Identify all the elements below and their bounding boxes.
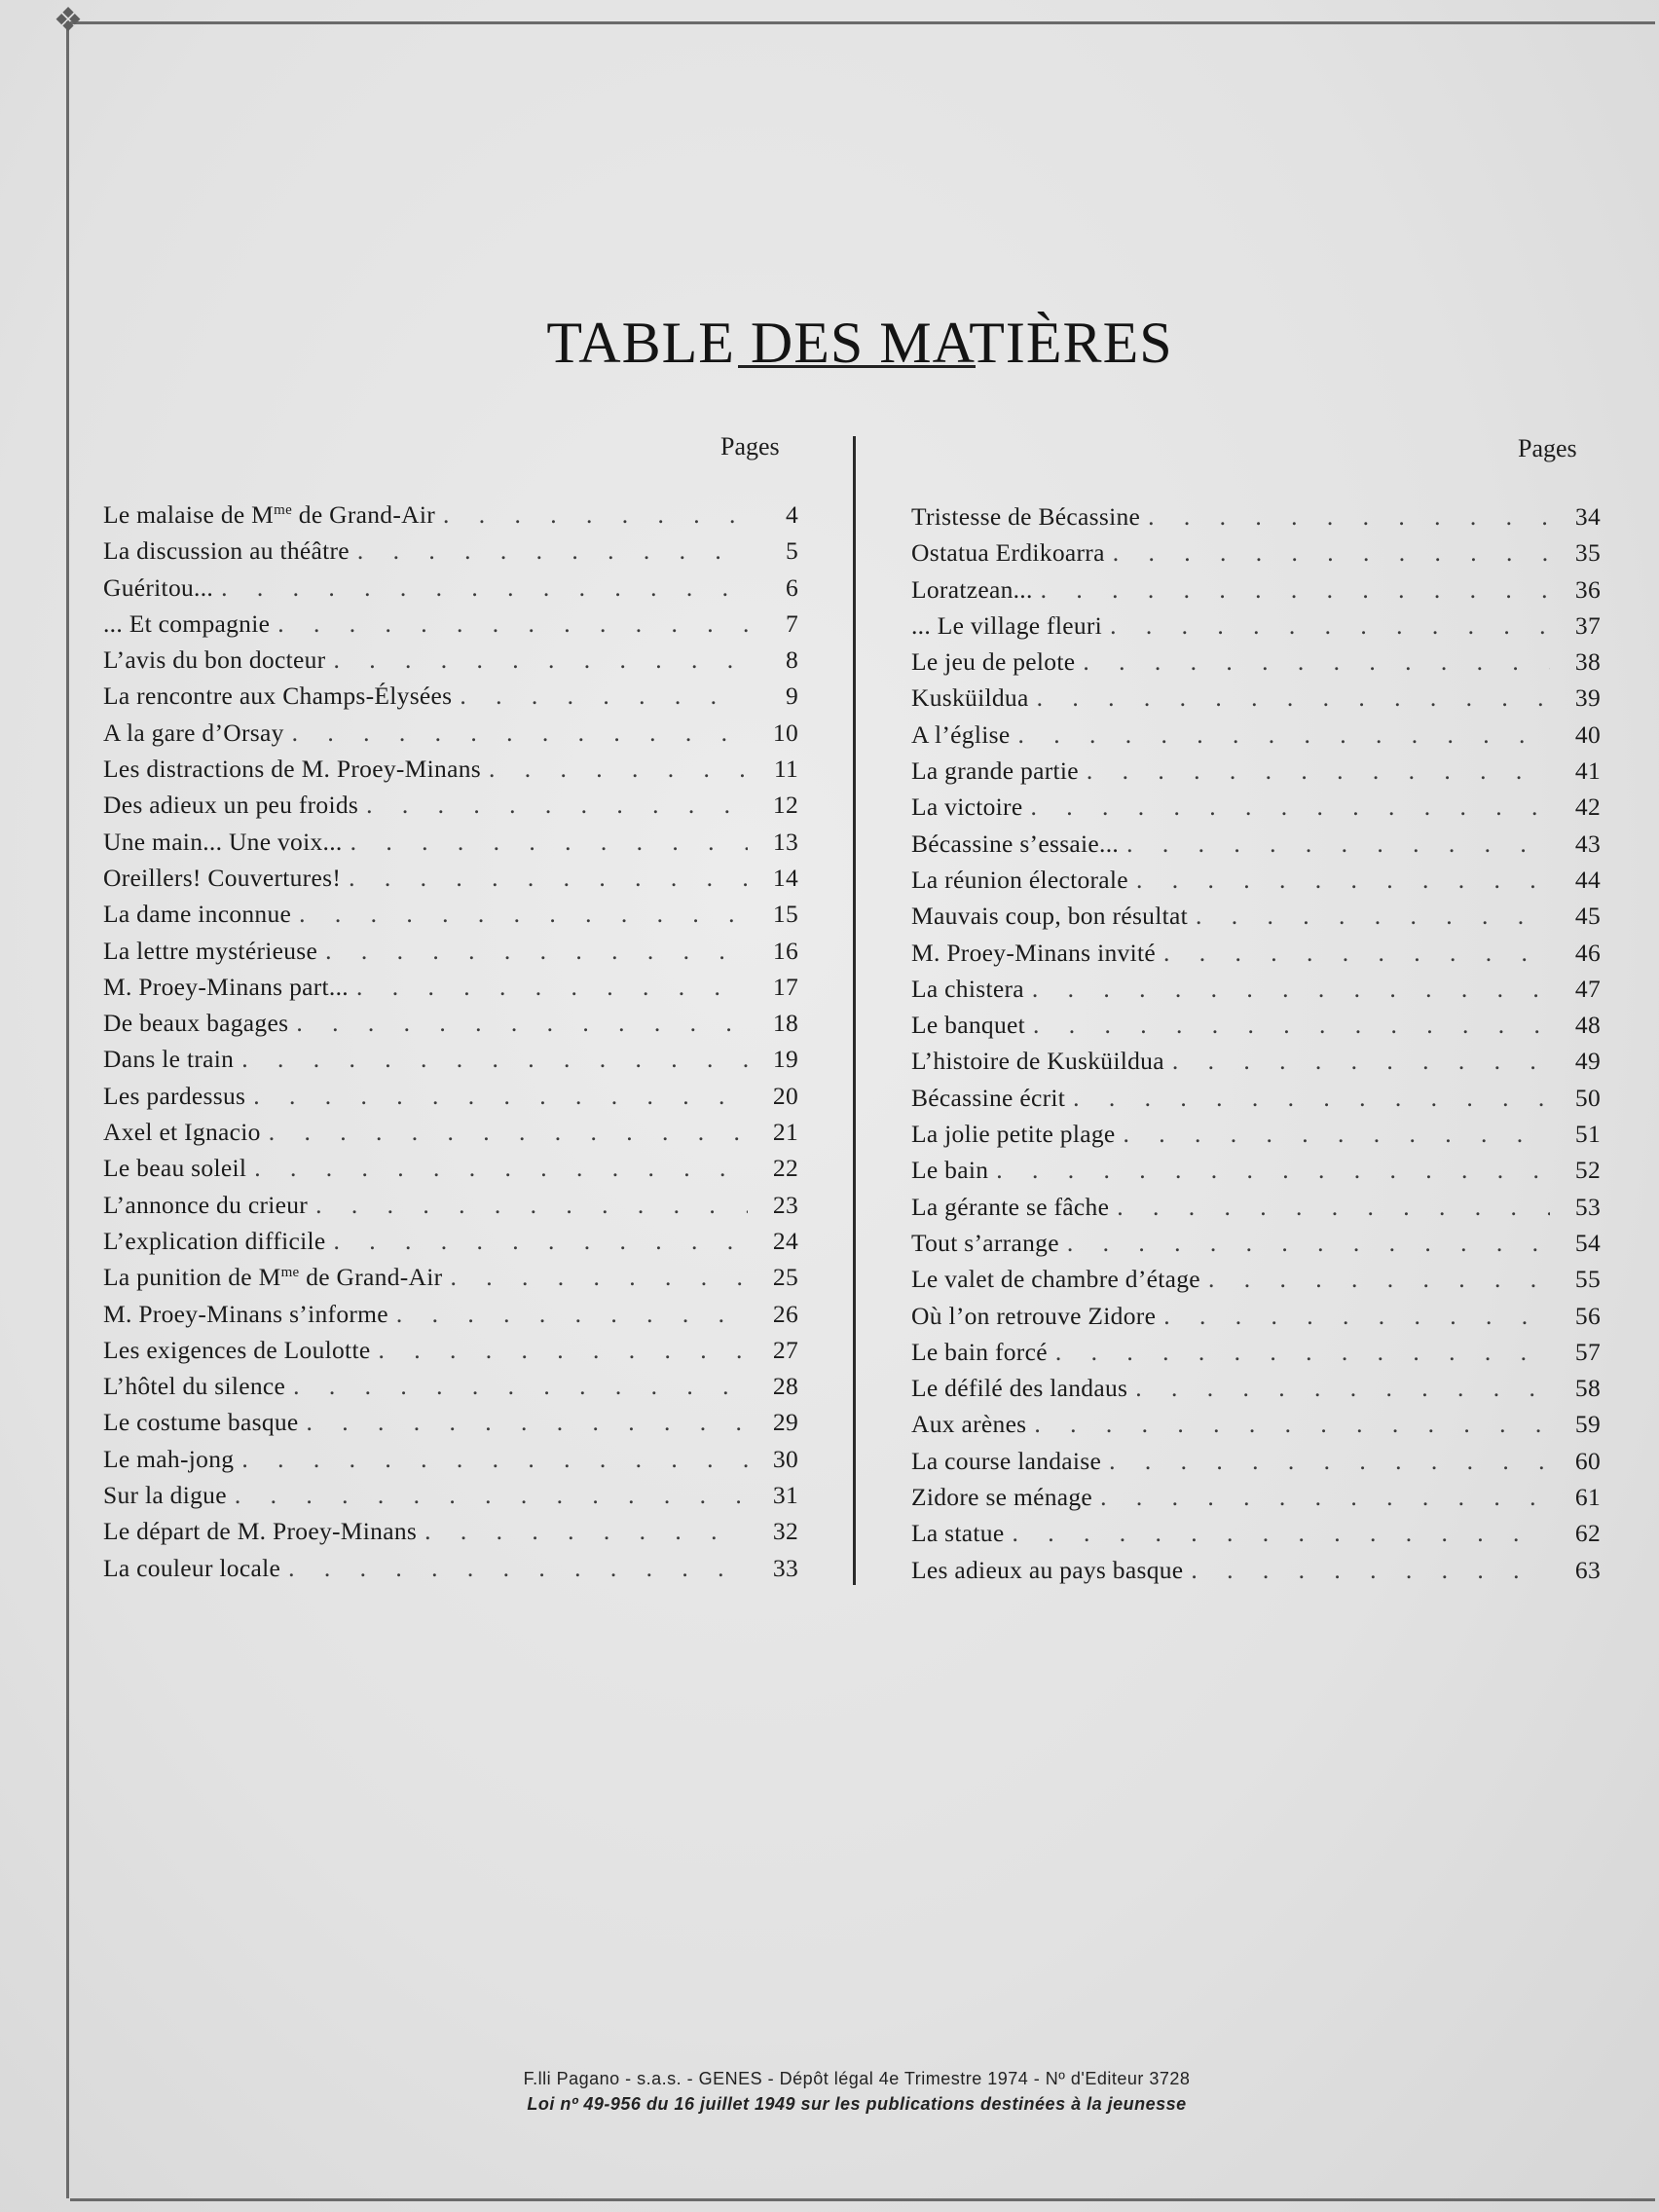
toc-entry-page: 30 bbox=[772, 1444, 798, 1473]
toc-entry bbox=[911, 1080, 1601, 1116]
toc-leader-dots bbox=[1109, 1443, 1550, 1479]
toc-entry bbox=[103, 751, 798, 787]
toc-leader-dots bbox=[299, 896, 748, 932]
toc-entry bbox=[103, 1187, 798, 1223]
toc-entry bbox=[103, 1296, 798, 1332]
toc-leader-dots bbox=[1073, 1080, 1550, 1116]
toc-entry-page: 39 bbox=[1574, 683, 1601, 713]
toc-entry-page: 50 bbox=[1574, 1083, 1601, 1112]
toc-entry-title: Sur la digue bbox=[103, 1481, 227, 1510]
toc-entry bbox=[103, 824, 798, 860]
toc-entry bbox=[911, 971, 1601, 1007]
toc-entry-page: 33 bbox=[772, 1553, 798, 1582]
toc-entry-title: La grande partie bbox=[911, 756, 1079, 786]
toc-entry-title: La course landaise bbox=[911, 1446, 1102, 1475]
toc-leader-dots bbox=[334, 1223, 748, 1259]
toc-entry-title: L’histoire de Kusküildua bbox=[911, 1047, 1164, 1076]
toc-entry-title: La réunion électorale bbox=[911, 865, 1128, 894]
toc-leader-dots bbox=[333, 642, 748, 678]
toc-entry-page: 27 bbox=[772, 1335, 798, 1364]
toc-entry-title: La jolie petite plage bbox=[911, 1120, 1116, 1149]
toc-entry bbox=[103, 533, 798, 569]
toc-entry bbox=[103, 1041, 798, 1077]
toc-entry bbox=[911, 1043, 1601, 1079]
toc-entry-page: 21 bbox=[772, 1118, 798, 1147]
toc-entry-page: 45 bbox=[1574, 902, 1601, 931]
toc-leader-dots bbox=[325, 933, 748, 969]
toc-entry-page: 11 bbox=[773, 755, 798, 784]
toc-entry-page: 19 bbox=[772, 1045, 798, 1074]
toc-entry-title: Le défilé des landaus bbox=[911, 1374, 1128, 1403]
page-title: TABLE DES MATIÈRES bbox=[546, 311, 1173, 376]
toc-entry bbox=[103, 1550, 798, 1586]
toc-leader-dots bbox=[269, 1114, 748, 1150]
toc-entry bbox=[911, 1189, 1601, 1225]
toc-entry-page: 40 bbox=[1574, 719, 1601, 749]
toc-entry-page: 54 bbox=[1574, 1228, 1601, 1257]
toc-entry bbox=[103, 1513, 798, 1549]
toc-leader-dots bbox=[1208, 1261, 1550, 1297]
toc-entry bbox=[103, 1223, 798, 1259]
toc-entry-page: 24 bbox=[772, 1226, 798, 1255]
toc-entry bbox=[103, 642, 798, 678]
toc-entry-page: 5 bbox=[785, 536, 798, 566]
toc-entry-page: 4 bbox=[785, 500, 798, 529]
toc-entry-page: 31 bbox=[772, 1481, 798, 1510]
toc-entry-page: 13 bbox=[772, 827, 798, 856]
toc-entry-title: Kusküildua bbox=[911, 683, 1029, 713]
toc-leader-dots bbox=[1124, 1116, 1550, 1152]
toc-entry-title: Tristesse de Bécassine bbox=[911, 502, 1141, 531]
toc-entry-title: Le beau soleil bbox=[103, 1154, 247, 1183]
toc-entry-page: 15 bbox=[772, 900, 798, 929]
toc-entry-title: Aux arènes bbox=[911, 1410, 1027, 1439]
toc-leader-dots bbox=[1017, 717, 1550, 753]
toc-entry-page: 29 bbox=[772, 1408, 798, 1437]
toc-leader-dots bbox=[460, 678, 748, 714]
toc-entry-title: L’explication difficile bbox=[103, 1226, 326, 1255]
toc-leader-dots bbox=[424, 1513, 748, 1549]
toc-entry bbox=[103, 1078, 798, 1114]
toc-entry-title-superscript: me bbox=[280, 1265, 300, 1281]
toc-entry bbox=[911, 1261, 1601, 1297]
toc-entry-page: 48 bbox=[1574, 1011, 1601, 1040]
toc-entry bbox=[103, 896, 798, 932]
toc-entry bbox=[103, 1005, 798, 1041]
toc-entry-page: 63 bbox=[1574, 1555, 1601, 1584]
toc-entry-title: Le mah-jong bbox=[103, 1444, 235, 1473]
toc-leader-dots bbox=[241, 1041, 748, 1077]
toc-entry-title: La discussion au théâtre bbox=[103, 536, 350, 566]
title-underline bbox=[738, 365, 976, 368]
toc-entry-title: ... Le village fleuri bbox=[911, 610, 1103, 640]
toc-entry-page: 38 bbox=[1574, 647, 1601, 677]
toc-leader-dots bbox=[1135, 1370, 1550, 1406]
toc-entry bbox=[103, 497, 798, 533]
toc-entry-page: 58 bbox=[1574, 1374, 1601, 1403]
toc-entry bbox=[911, 1225, 1601, 1261]
toc-entry-page: 47 bbox=[1574, 974, 1601, 1003]
toc-entry bbox=[103, 715, 798, 751]
column-divider bbox=[853, 436, 856, 1585]
toc-entry bbox=[911, 935, 1601, 971]
toc-entry bbox=[911, 1552, 1601, 1588]
toc-entry-page: 20 bbox=[772, 1081, 798, 1110]
toc-entry bbox=[911, 1479, 1601, 1515]
toc-entry-title: Les adieux au pays basque bbox=[911, 1555, 1184, 1584]
toc-entry-page: 44 bbox=[1574, 865, 1601, 894]
toc-leader-dots bbox=[356, 969, 748, 1005]
toc-entry-page: 53 bbox=[1574, 1192, 1601, 1221]
toc-leader-dots bbox=[1030, 789, 1550, 825]
toc-entry-title: Les distractions de M. Proey-Minans bbox=[103, 755, 481, 784]
toc-entry bbox=[103, 1441, 798, 1477]
toc-entry-page: 43 bbox=[1574, 829, 1601, 858]
toc-entry bbox=[103, 860, 798, 896]
toc-entry bbox=[911, 1515, 1601, 1551]
toc-entry-page: 34 bbox=[1574, 502, 1601, 531]
toc-entry bbox=[103, 1259, 798, 1295]
toc-entry bbox=[911, 608, 1601, 644]
toc-entry bbox=[911, 862, 1601, 898]
toc-entry-page: 51 bbox=[1574, 1120, 1601, 1149]
toc-entry bbox=[911, 535, 1601, 571]
toc-leader-dots bbox=[378, 1332, 748, 1368]
toc-entry-title: La statue bbox=[911, 1519, 1005, 1548]
toc-entry-title: L’annonce du crieur bbox=[103, 1190, 309, 1219]
toc-entry bbox=[103, 1477, 798, 1513]
toc-entry-title: Tout s’arrange bbox=[911, 1228, 1059, 1257]
toc-entry bbox=[911, 498, 1601, 535]
toc-entry-page: 10 bbox=[772, 718, 798, 747]
toc-entry-title: Le jeu de pelote bbox=[911, 647, 1076, 677]
toc-entry bbox=[911, 789, 1601, 825]
toc-entry-title: Le départ de M. Proey-Minans bbox=[103, 1517, 418, 1546]
imprint-publisher-line: F.lli Pagano - s.a.s. - GENES - Dépôt légal 4e Trimestre 1974 - Nº d'Editeur 3728 bbox=[523, 2069, 1191, 2088]
toc-entry-title: Mauvais coup, bon résultat bbox=[911, 902, 1188, 931]
toc-entry bbox=[103, 570, 798, 606]
toc-leader-dots bbox=[241, 1441, 748, 1477]
toc-entry-page: 9 bbox=[785, 682, 798, 711]
toc-entry-page: 25 bbox=[772, 1263, 798, 1292]
toc-entry-page: 18 bbox=[772, 1009, 798, 1038]
toc-leader-dots bbox=[1037, 680, 1550, 716]
toc-entry-page: 52 bbox=[1574, 1156, 1601, 1185]
toc-entry-title: L’hôtel du silence bbox=[103, 1372, 286, 1401]
toc-entry-title-superscript: me bbox=[274, 502, 293, 518]
toc-leader-dots bbox=[235, 1477, 748, 1513]
toc-entry-title: Les exigences de Loulotte bbox=[103, 1335, 371, 1364]
toc-entry-title: Ostatua Erdikoarra bbox=[911, 538, 1105, 568]
toc-entry-title: A la gare d’Orsay bbox=[103, 718, 284, 747]
toc-entry-title: Où l’on retrouve Zidore bbox=[911, 1301, 1157, 1330]
toc-entry bbox=[911, 644, 1601, 680]
toc-entry bbox=[103, 933, 798, 969]
toc-entry-title: Zidore se ménage bbox=[911, 1483, 1093, 1512]
toc-entry-title: A l’église bbox=[911, 719, 1011, 749]
toc-leader-dots bbox=[1034, 1406, 1550, 1442]
toc-leader-dots bbox=[1012, 1515, 1550, 1551]
toc-entry-page: 41 bbox=[1574, 756, 1601, 786]
toc-entry-page: 37 bbox=[1574, 610, 1601, 640]
toc-entry-page: 56 bbox=[1574, 1301, 1601, 1330]
toc-leader-dots bbox=[254, 1150, 748, 1186]
toc-leader-dots bbox=[1033, 1007, 1550, 1043]
toc-leader-dots bbox=[1196, 898, 1550, 934]
toc-leader-dots bbox=[489, 751, 748, 787]
toc-entry-title: Le banquet bbox=[911, 1011, 1025, 1040]
toc-entry bbox=[911, 1116, 1601, 1152]
toc-entry bbox=[103, 969, 798, 1005]
toc-entry-page: 23 bbox=[772, 1190, 798, 1219]
toc-entry bbox=[911, 717, 1601, 753]
toc-entry bbox=[103, 1332, 798, 1368]
toc-leader-dots bbox=[1067, 1225, 1550, 1261]
toc-entry-title: M. Proey-Minans s’informe bbox=[103, 1299, 388, 1328]
toc-entry-page: 55 bbox=[1574, 1265, 1601, 1294]
toc-entry bbox=[911, 1007, 1601, 1043]
toc-entry-page: 12 bbox=[772, 791, 798, 820]
toc-leader-dots bbox=[396, 1296, 748, 1332]
toc-entry-page: 8 bbox=[785, 645, 798, 675]
toc-entry-title: Bécassine s’essaie... bbox=[911, 829, 1120, 858]
toc-entry-page: 7 bbox=[785, 608, 798, 638]
toc-entry-page: 35 bbox=[1574, 538, 1601, 568]
toc-entry bbox=[911, 898, 1601, 934]
toc-leader-dots bbox=[443, 497, 748, 533]
toc-entry bbox=[103, 787, 798, 823]
toc-entry-title: Loratzean... bbox=[911, 574, 1033, 604]
pages-label-left: Pages bbox=[720, 432, 780, 461]
toc-entry-title: La lettre mystérieuse bbox=[103, 936, 318, 965]
toc-entry bbox=[103, 1150, 798, 1186]
toc-entry-title: Bécassine écrit bbox=[911, 1083, 1066, 1112]
toc-entry-page: 26 bbox=[772, 1299, 798, 1328]
toc-entry-title: Le malaise de $M^{me}$ de Grand-Air bbox=[103, 500, 436, 529]
toc-leader-dots bbox=[1148, 498, 1550, 535]
toc-entry bbox=[911, 1334, 1601, 1370]
toc-leader-dots bbox=[1172, 1043, 1550, 1079]
toc-leader-dots bbox=[1041, 571, 1550, 608]
toc-leader-dots bbox=[253, 1078, 748, 1114]
toc-entry bbox=[911, 826, 1601, 862]
toc-entry-title: Le valet de chambre d’étage bbox=[911, 1265, 1200, 1294]
toc-entry-page: 14 bbox=[772, 863, 798, 892]
toc-entry-title: Les pardessus bbox=[103, 1081, 246, 1110]
toc-leader-dots bbox=[1126, 826, 1550, 862]
toc-entry bbox=[103, 1114, 798, 1150]
frame-bottom-rule bbox=[70, 2198, 1655, 2201]
toc-leader-dots bbox=[293, 1368, 748, 1404]
toc-column-left bbox=[103, 497, 798, 1586]
toc-entry-title: Le bain bbox=[911, 1156, 989, 1185]
toc-leader-dots bbox=[450, 1259, 748, 1295]
toc-entry-title: Oreillers! Couvertures! bbox=[103, 863, 342, 892]
toc-leader-dots bbox=[1087, 753, 1550, 789]
toc-entry-title: La rencontre aux Champs-Élysées bbox=[103, 682, 453, 711]
corner-ornament-icon: ❖ bbox=[53, 3, 84, 39]
toc-entry-title: Guéritou... bbox=[103, 572, 214, 602]
toc-entry-page: 17 bbox=[772, 972, 798, 1001]
toc-leader-dots bbox=[349, 860, 748, 896]
toc-entry-page: 46 bbox=[1574, 938, 1601, 967]
toc-entry bbox=[103, 1404, 798, 1440]
toc-leader-dots bbox=[296, 1005, 748, 1041]
toc-leader-dots bbox=[307, 1404, 748, 1440]
toc-entry-page: 60 bbox=[1574, 1446, 1601, 1475]
toc-entry bbox=[103, 678, 798, 714]
toc-entry-title: ... Et compagnie bbox=[103, 608, 271, 638]
toc-leader-dots bbox=[1117, 1189, 1550, 1225]
toc-entry-page: 36 bbox=[1574, 574, 1601, 604]
toc-entry-title: Axel et Ignacio bbox=[103, 1118, 261, 1147]
toc-entry-page: 42 bbox=[1574, 793, 1601, 822]
toc-entry bbox=[103, 1368, 798, 1404]
toc-leader-dots bbox=[357, 533, 748, 569]
toc-entry-title: De beaux bagages bbox=[103, 1009, 289, 1038]
toc-leader-dots bbox=[1083, 644, 1550, 680]
toc-entry-title: Le costume basque bbox=[103, 1408, 299, 1437]
imprint-law-line: Loi nº 49-956 du 16 juillet 1949 sur les publications destinées à la jeunesse bbox=[527, 2094, 1187, 2114]
toc-leader-dots bbox=[1055, 1334, 1550, 1370]
toc-entry-title: La chistera bbox=[911, 974, 1024, 1003]
toc-entry bbox=[103, 606, 798, 642]
pages-label-right: Pages bbox=[1518, 434, 1577, 462]
toc-entry-title: La punition de $M^{me}$ de Grand-Air bbox=[103, 1263, 443, 1292]
toc-entry-title: La dame inconnue bbox=[103, 900, 292, 929]
toc-leader-dots bbox=[1100, 1479, 1550, 1515]
toc-leader-dots bbox=[221, 570, 748, 606]
toc-leader-dots bbox=[1163, 1298, 1550, 1334]
toc-leader-dots bbox=[288, 1550, 748, 1586]
toc-entry-title: La victoire bbox=[911, 793, 1023, 822]
toc-entry-title: Des adieux un peu froids bbox=[103, 791, 359, 820]
toc-leader-dots bbox=[350, 824, 748, 860]
toc-entry-title: M. Proey-Minans invité bbox=[911, 938, 1156, 967]
toc-entry-title: La couleur locale bbox=[103, 1553, 281, 1582]
toc-entry-page: 49 bbox=[1574, 1047, 1601, 1076]
toc-entry bbox=[911, 1406, 1601, 1442]
toc-entry-title: Dans le train bbox=[103, 1045, 235, 1074]
toc-entry-page: 32 bbox=[772, 1517, 798, 1546]
toc-entry bbox=[911, 1443, 1601, 1479]
toc-entry-page: 57 bbox=[1574, 1337, 1601, 1366]
toc-entry-page: 28 bbox=[772, 1372, 798, 1401]
toc-leader-dots bbox=[315, 1187, 748, 1223]
toc-entry bbox=[911, 1298, 1601, 1334]
toc-entry bbox=[911, 753, 1601, 789]
toc-leader-dots bbox=[1110, 608, 1550, 644]
toc-entry-title: Une main... Une voix... bbox=[103, 827, 343, 856]
frame-top-rule bbox=[70, 21, 1655, 24]
toc-entry bbox=[911, 1152, 1601, 1188]
toc-leader-dots bbox=[1163, 935, 1550, 971]
toc-entry-page: 6 bbox=[785, 572, 798, 602]
toc-entry-page: 61 bbox=[1574, 1483, 1601, 1512]
toc-entry-title: L’avis du bon docteur bbox=[103, 645, 326, 675]
toc-entry-page: 59 bbox=[1574, 1410, 1601, 1439]
toc-leader-dots bbox=[1032, 971, 1550, 1007]
toc-entry bbox=[911, 1370, 1601, 1406]
toc-entry bbox=[911, 680, 1601, 716]
toc-entry bbox=[911, 571, 1601, 608]
toc-leader-dots bbox=[1191, 1552, 1550, 1588]
toc-column-right bbox=[911, 498, 1601, 1588]
toc-entry-title: La gérante se fâche bbox=[911, 1192, 1110, 1221]
toc-leader-dots bbox=[277, 606, 748, 642]
toc-entry-page: 16 bbox=[772, 936, 798, 965]
toc-leader-dots bbox=[292, 715, 748, 751]
toc-leader-dots bbox=[996, 1152, 1550, 1188]
toc-entry-page: 22 bbox=[772, 1154, 798, 1183]
toc-leader-dots bbox=[1113, 535, 1550, 571]
toc-entry-title: Le bain forcé bbox=[911, 1337, 1048, 1366]
toc-entry-title: M. Proey-Minans part... bbox=[103, 972, 349, 1001]
toc-leader-dots bbox=[366, 787, 748, 823]
toc-entry-page: 62 bbox=[1574, 1519, 1601, 1548]
toc-leader-dots bbox=[1136, 862, 1550, 898]
